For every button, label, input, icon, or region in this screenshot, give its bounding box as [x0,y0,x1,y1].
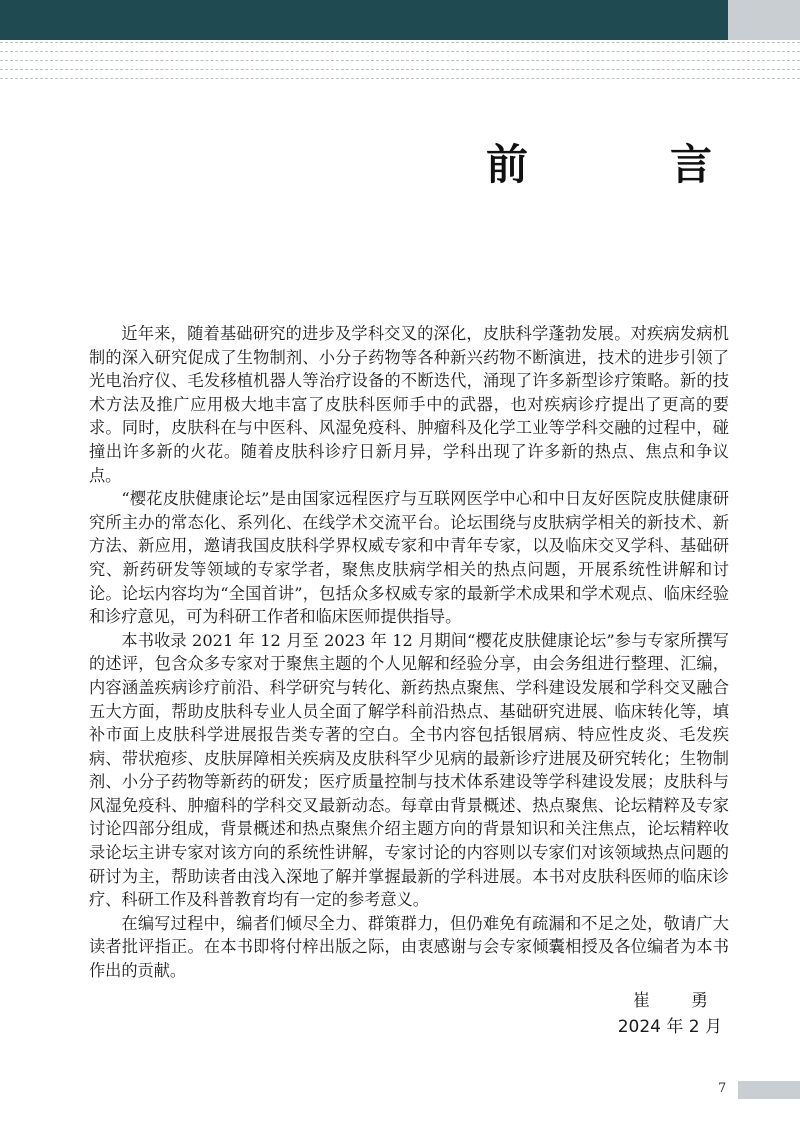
header-band [0,0,728,40]
author-signature: 崔 勇 [633,991,720,1011]
header-dashed-lines [0,42,800,88]
page-title: 前 言 [485,140,762,189]
paragraph-2: “樱花皮肤健康论坛”是由国家远程医疗与互联网医学中心和中日友好医院皮肤健康研究所主办的常态化、系列化、在线学术交流平台。论坛围绕与皮肤病学相关的新技术、新方法、新应用，邀请我国皮肤科学界权威专家和中青年专家，以及临床交叉学科、基础研究、新药研发等领域的专家学者，聚焦皮肤病学相关的热点问题，开展系统性讲解和讨论。论坛内容均为“全国首讲”，包括众多权威专家的最新学术成果和学术观点、临床经验和诊疗意见，可为科研工作者和临床医师提供指导。 [89,489,729,627]
signature-date: 2024 年 2 月 [617,1017,722,1037]
paragraph-3: 本书收录 2021 年 12 月至 2023 年 12 月期间“樱花皮肤健康论坛”参与专家所撰写的述评，包含众多专家对于聚焦主题的个人见解和经验分享，由会务组进行整理、汇编，内容涵盖疾病诊疗前沿、科学研究与转化、新药热点聚焦、学科建设发展和学科交叉融合五大方面，帮助皮肤科专业人员全面了解学科前沿热点、基础研究进展、临床转化等，填补市面上皮肤科学进展报告类专著的空白。全书内容包括银屑病、特应性皮炎、毛发疾病、带状疱疹、皮肤屏障相关疾病及皮肤科罕少见病的最新诊疗进展及研究转化；生物制剂、小分子药物等新药的研发；医疗质量控制与技术体系建设等学科建设发展；皮肤科与风湿免疫科、肿瘤科的学科交叉最新动态。每章由背景概述、热点聚焦、论坛精粹及专家讨论四部分组成，背景概述和热点聚焦介绍主题方向的背景知识和关注焦点，论坛精粹收录论坛主讲专家对该方向的系统性讲解，专家讨论的内容则以专家们对该领域热点问题的研讨为主，帮助读者由浅入深地了解并掌握最新的学科进展。本书对皮肤科医师的临床诊疗、科研工作及科普教育均有一定的参考意义。 [89,630,729,910]
header-tab [728,0,800,40]
page-number: 7 [718,1081,727,1096]
paragraph-4: 在编写过程中，编者们倾尽全力、群策群力，但仍难免有疏漏和不足之处，敬请广大读者批评指正。在本书即将付梓出版之际，由衷感谢与会专家倾囊相授及各位编者为本书作出的贡献。 [89,913,729,981]
preface-body [89,322,729,983]
footer-bar [738,1081,800,1099]
paragraph-1: 近年来，随着基础研究的进步及学科交叉的深化，皮肤科学蓬勃发展。对疾病发病机制的深入研究促成了生物制剂、小分子药物等各种新兴药物不断演进，技术的进步引领了光电治疗仪、毛发移植机器人等治疗设备的不断迭代，涌现了许多新型诊疗策略。新的技术方法及推广应用极大地丰富了皮肤科医师手中的武器，也对疾病诊疗提出了更高的要求。同时，皮肤科在与中医科、风湿免疫科、肿瘤科及化学工业等学科交融的过程中，碰撞出许多新的火花。随着皮肤科诊疗日新月异，学科出现了许多新的热点、焦点和争议点。 [89,324,729,485]
